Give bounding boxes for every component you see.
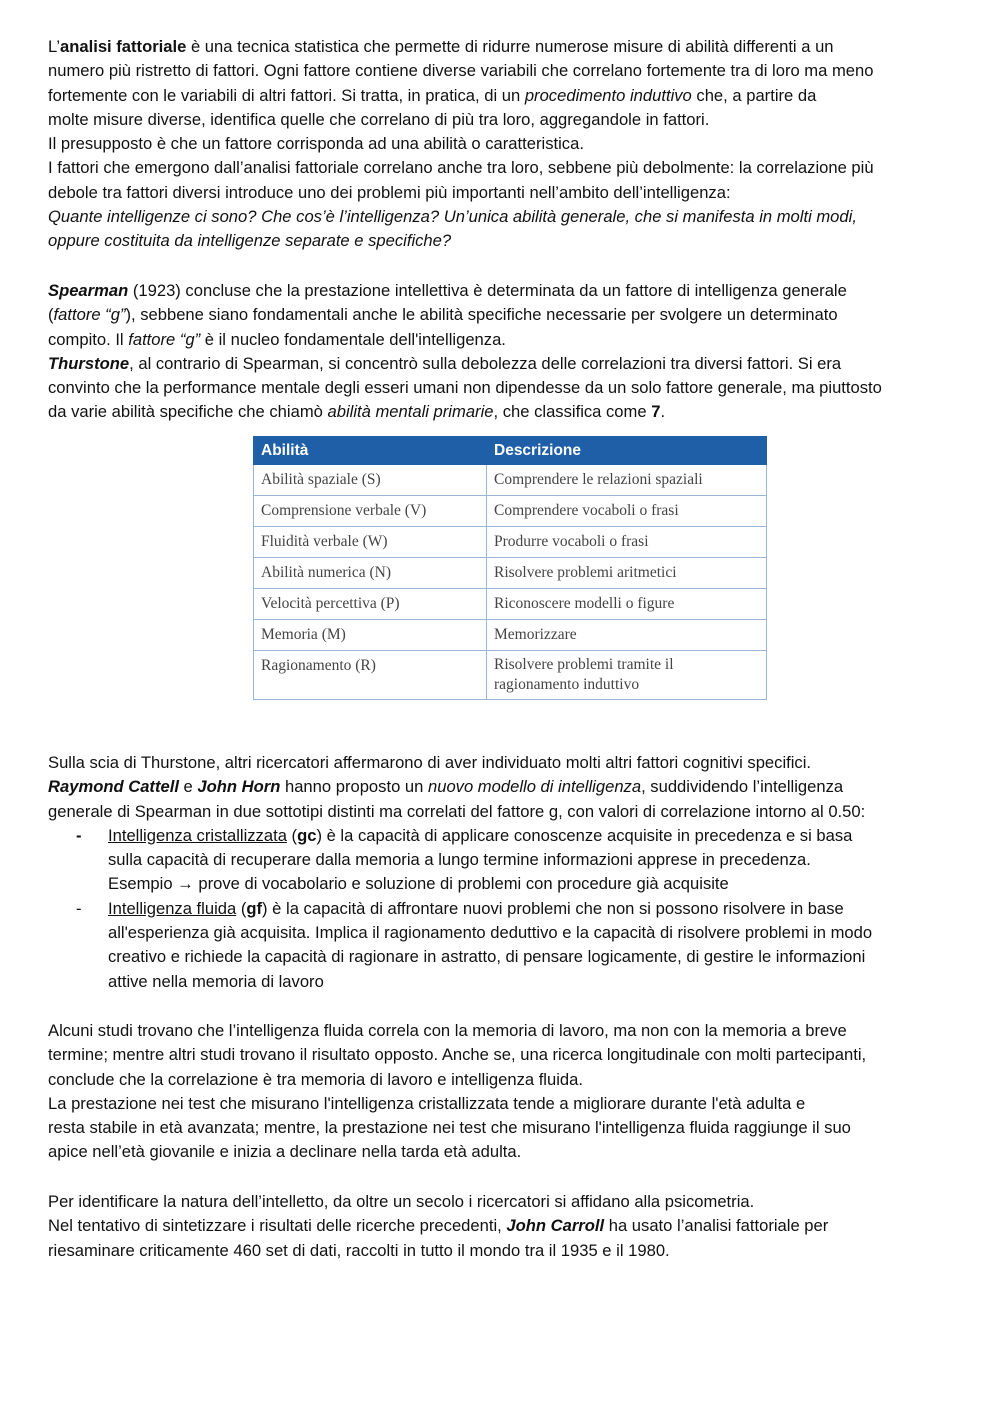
question-line: oppure costituita da intelligenze separate e specifiche? (48, 231, 452, 251)
text-span: ha usato l’analisi fattoriale per (604, 1216, 829, 1236)
text-line: I fattori che emergono dall’analisi fattoriale correlano anche tra loro, sebbene più debolmente: la correlazione più (48, 158, 874, 178)
bullet-dash: - (76, 898, 82, 918)
text-line (48, 303, 973, 327)
text-line: Esempio → prove di vocabolario e soluzione di problemi con procedure già acquisite (108, 874, 729, 894)
author-name: Spearman (48, 281, 129, 300)
text-span: compito. Il (48, 329, 129, 349)
text-line (48, 84, 973, 108)
table-row (254, 589, 767, 620)
text-span: da varie abilità specifiche che chiamò (48, 402, 328, 422)
text-line: resta stabile in età avanzata; mentre, la prestazione nei test che misurano l'intelligenza fluida raggiunge il suo (48, 1118, 851, 1138)
table-cell: Abilità numerica (N) (254, 558, 487, 589)
text-line (48, 328, 973, 352)
text-line (48, 400, 973, 424)
text-line (48, 1214, 973, 1238)
text-span: ( (48, 305, 54, 325)
table-cell: Riconoscere modelli o figure (487, 589, 767, 620)
bold-term: analisi fattoriale (60, 37, 187, 56)
paragraph-spearman-thurstone (48, 279, 973, 425)
text-line (48, 35, 973, 59)
table-row (254, 465, 767, 496)
underlined-term: Intelligenza fluida (108, 898, 237, 918)
list-item (48, 824, 973, 897)
text-span: L’ (48, 37, 60, 56)
text-span: hanno proposto un (280, 777, 428, 797)
table-cell: Ragionamento (R) (254, 651, 487, 700)
bold-term: 7 (651, 402, 661, 422)
table-cell: Comprendere vocaboli o frasi (487, 496, 767, 527)
text-line: La prestazione nei test che misurano l'intelligenza cristallizzata tende a migliorare durante l'età adulta e (48, 1093, 806, 1113)
question-line: Quante intelligenze ci sono? Che cos’è l’intelligenza? Un’unica abilità generale, che si manifesta in molti modi, (48, 207, 857, 227)
table-cell: Abilità spaziale (S) (254, 465, 487, 496)
italic-term: abilità mentali primarie (327, 402, 494, 422)
bold-term: gc (297, 825, 317, 845)
table-cell: Fluidità verbale (W) (254, 527, 487, 558)
text-span: ), sebbene siano fondamentali anche le abilità specifiche necessarie per svolgere un determinato (125, 305, 838, 325)
text-line (108, 824, 973, 848)
text-span: , suddividendo l’intelligenza (641, 777, 844, 797)
cell-line: Risolvere problemi tramite il (494, 656, 674, 673)
text-line: Il presupposto è che un fattore corrisponda ad una abilità o caratteristica. (48, 134, 584, 154)
table-cell: Comprendere le relazioni spaziali (487, 465, 767, 496)
text-line: termine; mentre altri studi trovano il risultato opposto. Anche se, una ricerca longitudinale con molti partecipanti, (48, 1045, 867, 1065)
bullet-dash: - (76, 825, 82, 845)
text-span: ( (236, 898, 247, 918)
column-header: Descrizione (487, 437, 767, 465)
table-header-row (254, 437, 767, 465)
text-line (108, 897, 973, 921)
paragraph-factor-analysis (48, 35, 973, 254)
table-row (254, 527, 767, 558)
text-span: e (178, 777, 198, 797)
table-cell: Memoria (M) (254, 620, 487, 651)
table-row (254, 620, 767, 651)
text-line (48, 775, 973, 799)
table-cell (487, 651, 767, 700)
table-cell: Produrre vocaboli o frasi (487, 527, 767, 558)
italic-term: fattore “g” (53, 305, 126, 325)
text-span: ) è la capacità di applicare conoscenze acquisite in precedenza e si basa (316, 825, 853, 845)
text-line: Sulla scia di Thurstone, altri ricercatori affermarono di aver individuato molti altri fattori cognitivi specifici. (48, 753, 812, 772)
text-line: attive nella memoria di lavoro (108, 971, 324, 991)
table-row (254, 651, 767, 700)
bold-term: gf (246, 898, 263, 918)
italic-term: nuovo modello di intelligenza (427, 777, 642, 797)
underlined-term: Intelligenza cristallizzata (108, 825, 287, 845)
text-span: ) è la capacità di affrontare nuovi problemi che non si possono risolvere in base (262, 898, 844, 918)
text-span: , al contrario di Spearman, si concentrò sulla debolezza delle correlazioni tra diversi fattori. Si era (129, 353, 842, 373)
table-cell: Velocità percettiva (P) (254, 589, 487, 620)
text-span: che, a partire da (691, 85, 817, 105)
author-name: John Horn (197, 777, 281, 797)
text-line: sulla capacità di recuperare dalla memoria a lungo termine informazioni apprese in precedenza. (108, 850, 811, 870)
italic-term: procedimento induttivo (524, 85, 692, 105)
text-line: convinto che la performance mentale degli esseri umani non dipendesse da un solo fattore generale, ma piuttosto (48, 378, 882, 398)
text-span: è una tecnica statistica che permette di ridurre numerose misure di abilità differenti a un (186, 37, 834, 56)
author-name: John Carroll (506, 1216, 605, 1236)
text-line: all'esperienza già acquisita. Implica il ragionamento deduttivo e la capacità di risolvere problemi in modo (108, 923, 873, 943)
text-span: è il nucleo fondamentale dell'intelligenza. (200, 329, 506, 349)
table-row (254, 558, 767, 589)
text-line: Alcuni studi trovano che l’intelligenza fluida correla con la memoria di lavoro, ma non con la memoria a breve (48, 1021, 847, 1040)
intelligence-types-list (48, 824, 973, 994)
text-line: riesaminare criticamente 460 set di dati, raccolti in tutto il mondo tra il 1935 e il 1980. (48, 1240, 670, 1260)
author-name: Raymond Cattell (48, 777, 179, 797)
text-span: Nel tentativo di sintetizzare i risultati delle ricerche precedenti, (48, 1216, 507, 1236)
text-line: creativo e richiede la capacità di ragionare in astratto, di pensare logicamente, di gestire le informazioni (108, 947, 866, 967)
table-row (254, 496, 767, 527)
text-line: generale di Spearman in due sottotipi distinti ma correlati del fattore g, con valori di correlazione intorno al 0.50: (48, 801, 866, 821)
text-line: apice nell’età giovanile e inizia a declinare nella tarda età adulta. (48, 1142, 522, 1162)
paragraph-cattell-horn (48, 751, 973, 994)
text-line: numero più ristretto di fattori. Ogni fattore contiene diverse variabili che correlano fortemente tra di loro ma meno (48, 61, 874, 81)
list-item (48, 897, 973, 994)
author-name: Thurstone (48, 353, 130, 373)
column-header: Abilità (254, 437, 487, 465)
cell-line: ragionamento induttivo (494, 676, 640, 693)
paragraph-working-memory (48, 1019, 973, 1165)
text-line (48, 279, 973, 303)
text-span: ( (286, 825, 298, 845)
italic-term: fattore “g” (128, 329, 201, 349)
text-line: debole tra fattori diversi introduce uno dei problemi più importanti nell’ambito dell’intelligenza: (48, 182, 731, 202)
paragraph-carroll (48, 1190, 973, 1263)
text-line: conclude che la correlazione è tra memoria di lavoro e intelligenza fluida. (48, 1069, 583, 1089)
table-cell: Risolvere problemi aritmetici (487, 558, 767, 589)
text-span: , che classifica come (493, 402, 652, 422)
table-cell: Comprensione verbale (V) (254, 496, 487, 527)
text-span: . (660, 402, 666, 422)
table-cell: Memorizzare (487, 620, 767, 651)
text-line (48, 352, 973, 376)
text-line: Per identificare la natura dell’intelletto, da oltre un secolo i ricercatori si affidano alla psicometria. (48, 1192, 755, 1211)
text-span: fortemente con le variabili di altri fattori. Si tratta, in pratica, di un (48, 85, 525, 105)
text-line: molte misure diverse, identifica quelle che correlano di più tra loro, aggregandole in fattori. (48, 109, 710, 129)
text-span: (1923) concluse che la prestazione intellettiva è determinata da un fattore di intelligenza generale (128, 281, 847, 300)
abilities-table (253, 436, 767, 700)
